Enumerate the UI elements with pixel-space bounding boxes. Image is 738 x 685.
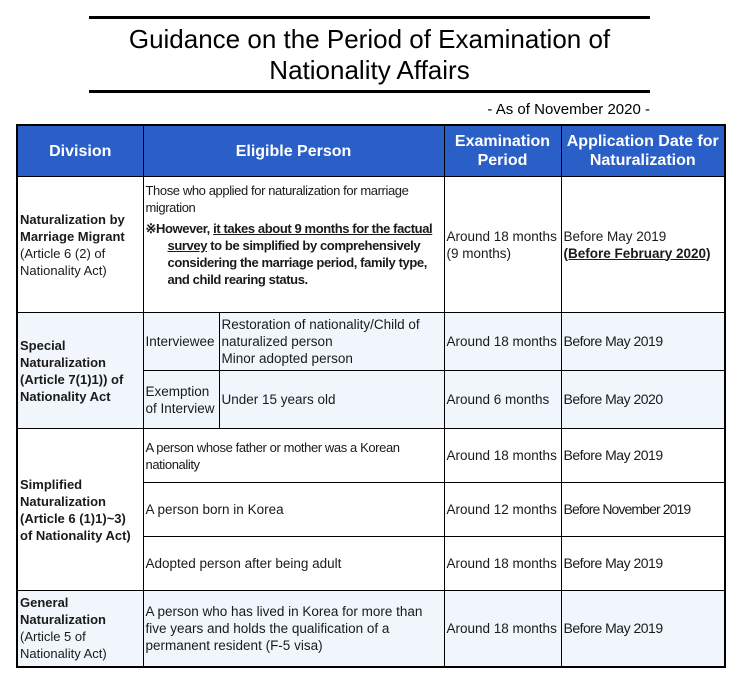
title-rule-top xyxy=(89,16,650,19)
simplified-period-2: Around 12 months xyxy=(444,483,561,537)
as-of-date: - As of November 2020 - xyxy=(487,101,650,118)
general-date: Before May 2019 xyxy=(561,591,725,667)
table-header-row xyxy=(17,125,725,177)
table-row-special-interviewee xyxy=(17,313,725,371)
special-interviewee-period: Around 18 months xyxy=(444,313,561,371)
marriage-note: ※However, it takes about 9 months for the factual survey to be simplified by comprehensively considering the marriage period, family type, and child rearing status. xyxy=(145,221,433,287)
general-period: Around 18 months xyxy=(444,591,561,667)
simplified-period-3: Around 18 months xyxy=(444,537,561,591)
special-interviewee-person: Restoration of nationality/Child of naturalized person Minor adopted person xyxy=(219,313,444,371)
col-period: Examination Period xyxy=(444,125,561,177)
special-interviewee-label: Interviewee xyxy=(143,313,219,371)
simplified-date-3: Before May 2019 xyxy=(561,537,725,591)
simplified-date-2: Before November 2019 xyxy=(561,483,725,537)
title-rule-bottom xyxy=(89,90,650,93)
simplified-person-2: A person born in Korea xyxy=(143,483,444,537)
date-marriage: Before May 2019 (Before February 2020) xyxy=(561,177,725,313)
table-row-general xyxy=(17,591,725,667)
col-date: Application Date for Naturalization xyxy=(561,125,725,177)
col-division: Division xyxy=(17,125,143,177)
eligible-marriage: Those who applied for naturalization for marriage migration ※However, it takes about 9 months for the factual survey to be simplified by comprehensively considering the marriage period, family type, and child rearing status. xyxy=(143,177,444,313)
special-exemption-date: Before May 2020 xyxy=(561,371,725,429)
division-simplified: Simplified Naturalization (Article 6 (1)1)~3) of Nationality Act) xyxy=(17,429,143,591)
division-special: Special Naturalization (Article 7(1)1)) of Nationality Act xyxy=(17,313,143,429)
simplified-person-3: Adopted person after being adult xyxy=(143,537,444,591)
table-row-simplified-1 xyxy=(17,429,725,483)
page-title: Guidance on the Period of Examination of Nationality Affairs xyxy=(128,24,611,85)
simplified-date-1: Before May 2019 xyxy=(561,429,725,483)
division-marriage: Naturalization by Marriage Migrant (Article 6 (2) of Nationality Act) xyxy=(17,177,143,313)
general-person: A person who has lived in Korea for more than five years and holds the qualification of a permanent resident (F-5 visa) xyxy=(143,591,444,667)
period-marriage: Around 18 months (9 months) xyxy=(444,177,561,313)
examination-period-table xyxy=(16,124,726,668)
simplified-period-1: Around 18 months xyxy=(444,429,561,483)
special-exemption-period: Around 6 months xyxy=(444,371,561,429)
special-exemption-label: Exemption of Interview xyxy=(143,371,219,429)
col-eligible: Eligible Person xyxy=(143,125,444,177)
table-row-marriage xyxy=(17,177,725,313)
simplified-person-1: A person whose father or mother was a Korean nationality xyxy=(143,429,444,483)
special-exemption-person: Under 15 years old xyxy=(219,371,444,429)
division-general: General Naturalization (Article 5 of Nationality Act) xyxy=(17,591,143,667)
special-interviewee-date: Before May 2019 xyxy=(561,313,725,371)
